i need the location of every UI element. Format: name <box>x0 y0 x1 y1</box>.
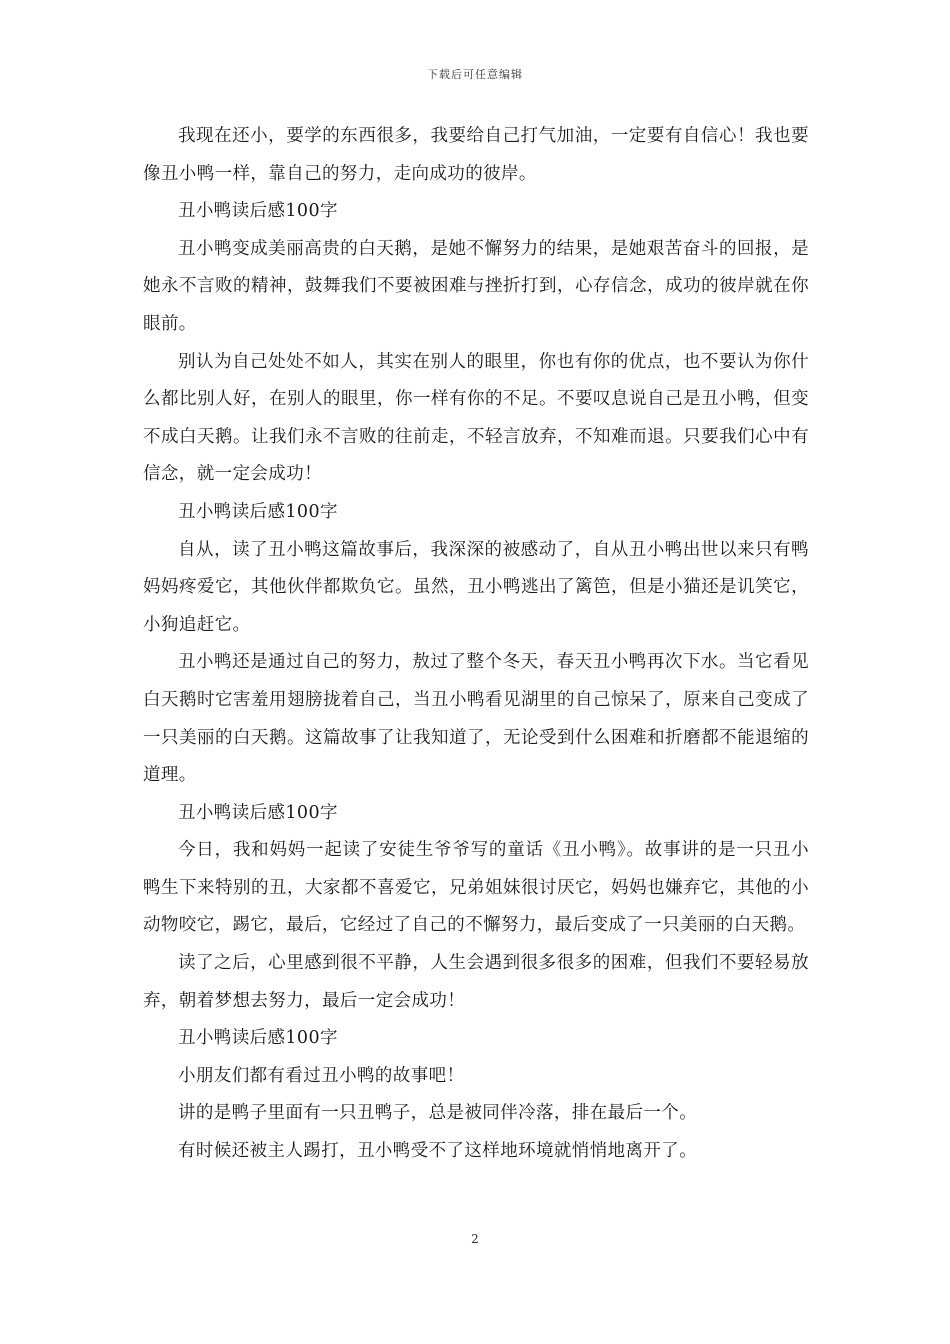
paragraph: 丑小鸭还是通过自己的努力，敖过了整个冬天，春天丑小鸭再次下水。当它看见白天鹅时它害羞用翅膀拢着自己，当丑小鸭看见湖里的自己惊呆了，原来自己变成了一只美丽的白天鹅。这篇故事了让我知道了，无论受到什么困难和折磨都不能退缩的道理。 <box>143 652 809 786</box>
section-heading: 丑小鸭读后感100字 <box>178 201 338 222</box>
paragraph: 我现在还小，要学的东西很多，我要给自己打气加油，一定要有自信心！我也要像丑小鸭一样，靠自己的努力，走向成功的彼岸。 <box>143 126 809 184</box>
paragraph: 讲的是鸭子里面有一只丑鸭子，总是被同伴冷落，排在最后一个。 <box>178 1103 698 1124</box>
paragraph: 今日，我和妈妈一起读了安徒生爷爷写的童话《丑小鸭》。故事讲的是一只丑小鸭生下来特别的丑，大家都不喜爱它，兄弟姐妹很讨厌它，妈妈也嫌弃它，其他的小动物咬它，踢它，最后，它经过了自己的不懈努力，最后变成了一只美丽的白天鹅。 <box>143 840 809 936</box>
paragraph: 别认为自己处处不如人，其实在别人的眼里，你也有你的优点，也不要认为你什么都比别人好，在别人的眼里，你一样有你的不足。不要叹息说自己是丑小鸭，但变不成白天鹅。让我们永不言败的往前走，不轻言放弃，不知难而退。只要我们心中有信念，就一定会成功！ <box>143 351 809 485</box>
paragraph: 小朋友们都有看过丑小鸭的故事吧！ <box>178 1065 465 1086</box>
paragraph: 读了之后，心里感到很不平静，人生会遇到很多很多的困难，但我们不要轻易放弃，朝着梦想去努力，最后一定会成功！ <box>143 953 809 1011</box>
paragraph: 丑小鸭变成美丽高贵的白天鹅，是她不懈努力的结果，是她艰苦奋斗的回报，是她永不言败的精神，鼓舞我们不要被困难与挫折打到，心存信念，成功的彼岸就在你眼前。 <box>143 238 809 334</box>
page-number: 2 <box>471 1232 479 1246</box>
section-heading: 丑小鸭读后感100字 <box>178 802 338 823</box>
section-heading: 丑小鸭读后感100字 <box>178 1028 338 1049</box>
page-header: 下载后可任意编辑 <box>427 68 523 81</box>
document-body <box>143 118 809 1171</box>
paragraph: 有时候还被主人踢打，丑小鸭受不了这样地环境就悄悄地离开了。 <box>178 1141 698 1162</box>
paragraph: 自从，读了丑小鸭这篇故事后，我深深的被感动了，自从丑小鸭出世以来只有鸭妈妈疼爱它，其他伙伴都欺负它。虽然，丑小鸭逃出了篱笆，但是小猫还是讥笑它，小狗追赶它。 <box>143 539 809 635</box>
section-heading: 丑小鸭读后感100字 <box>178 501 338 522</box>
